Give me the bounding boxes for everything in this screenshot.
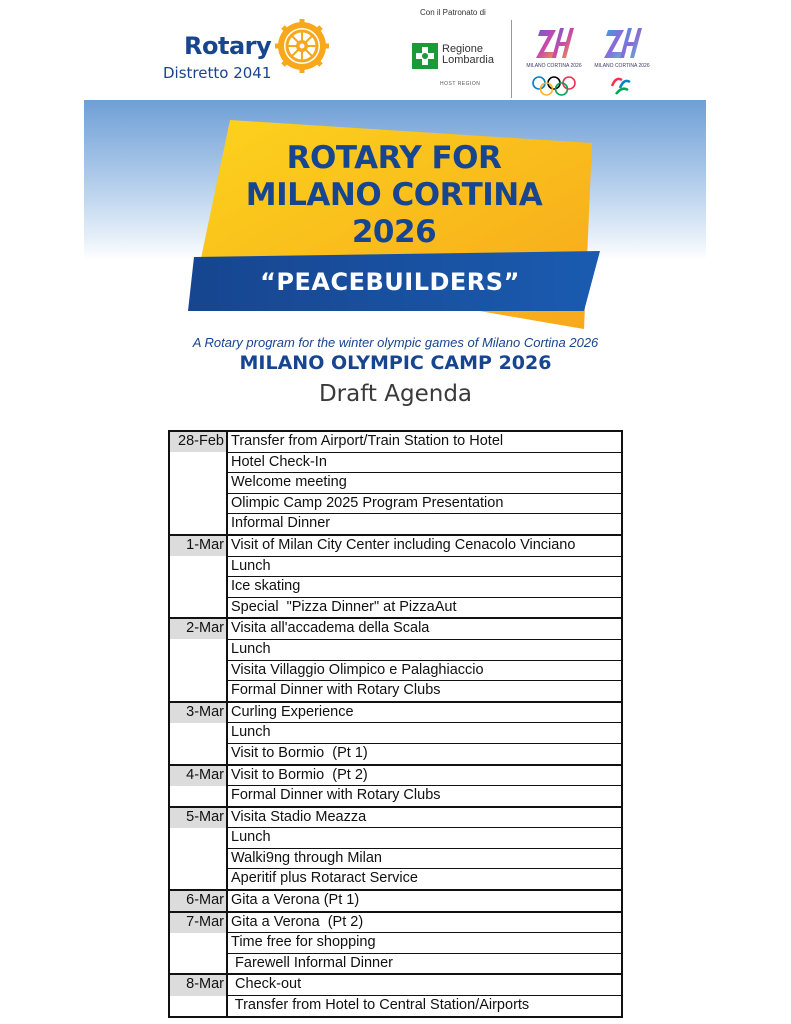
olympic-games-logo xyxy=(522,22,586,102)
banner-subtitle: “PEACEBUILDERS” xyxy=(260,268,520,296)
olympic-rings-icon xyxy=(522,74,586,98)
agenda-date xyxy=(169,848,227,869)
agenda-date xyxy=(169,639,227,660)
agenda-activity: Visita Villaggio Olimpico e Palaghiaccio xyxy=(227,660,622,681)
agenda-date: 8-Mar xyxy=(169,974,227,995)
rotary-wordmark: Rotary xyxy=(184,32,272,60)
agenda-date: 4-Mar xyxy=(169,765,227,786)
agenda-row xyxy=(169,974,622,995)
agenda-date xyxy=(169,723,227,744)
olympic-caption: MILANO CORTINA 2026 xyxy=(526,63,582,69)
agenda-row xyxy=(169,452,622,473)
agenda-activity: Lunch xyxy=(227,556,622,577)
agenda-activity: Check-out xyxy=(227,974,622,995)
agenda-date xyxy=(169,473,227,494)
agenda-date xyxy=(169,452,227,473)
agenda-date: 28-Feb xyxy=(169,431,227,452)
agenda-date xyxy=(169,786,227,807)
agenda-activity: Special "Pizza Dinner" at PizzaAut xyxy=(227,597,622,618)
agenda-date xyxy=(169,597,227,618)
agenda-row xyxy=(169,953,622,974)
rotary-logo xyxy=(160,18,340,88)
program-tagline: A Rotary program for the winter olympic games of Milano Cortina 2026 xyxy=(192,335,599,350)
agenda-date: 5-Mar xyxy=(169,807,227,828)
agenda-row xyxy=(169,933,622,954)
agenda-row xyxy=(169,702,622,723)
banner-title-line: MILANO CORTINA xyxy=(245,177,543,213)
agenda-date xyxy=(169,996,227,1017)
agenda-activity: Ice skating xyxy=(227,577,622,598)
agenda-date xyxy=(169,681,227,702)
rotary-district: Distretto 2041 xyxy=(163,64,272,82)
agenda-row xyxy=(169,723,622,744)
agenda-date xyxy=(169,953,227,974)
agenda-row xyxy=(169,514,622,535)
agenda-date xyxy=(169,933,227,954)
agenda-row xyxy=(169,848,622,869)
agenda-activity: Hotel Check-In xyxy=(227,452,622,473)
agenda-row xyxy=(169,828,622,849)
agenda-activity: Visita all'accadema della Scala xyxy=(227,618,622,639)
agitos-icon xyxy=(590,74,654,98)
agenda-row xyxy=(169,765,622,786)
regione-lombardia-name: Regione Lombardia xyxy=(442,43,494,66)
agenda-row xyxy=(169,556,622,577)
logo-divider xyxy=(511,20,512,98)
agenda-date xyxy=(169,743,227,764)
agenda-activity: Transfer from Airport/Train Station to Hotel xyxy=(227,431,622,452)
agenda-activity: Aperitif plus Rotaract Service xyxy=(227,869,622,890)
host-region-label: HOST REGION xyxy=(440,81,481,87)
agenda-activity: Transfer from Hotel to Central Station/Airports xyxy=(227,996,622,1017)
agenda-activity: Gita a Verona (Pt 1) xyxy=(227,890,622,912)
paralympic-games-logo xyxy=(590,22,654,102)
agenda-activity: Lunch xyxy=(227,723,622,744)
agenda-row xyxy=(169,786,622,807)
agenda-row xyxy=(169,681,622,702)
agenda-row xyxy=(169,743,622,764)
agenda-activity: Visita Stadio Meazza xyxy=(227,807,622,828)
banner-title-line: ROTARY FOR xyxy=(286,140,502,176)
agenda-row xyxy=(169,577,622,598)
agenda-activity: Visit of Milan City Center including Cenacolo Vinciano xyxy=(227,535,622,556)
agenda-activity: Informal Dinner xyxy=(227,514,622,535)
agenda-date xyxy=(169,660,227,681)
agenda-activity: Formal Dinner with Rotary Clubs xyxy=(227,681,622,702)
draft-agenda-title: Draft Agenda xyxy=(318,381,473,407)
agenda-activity: Visit to Bormio (Pt 2) xyxy=(227,765,622,786)
agenda-date xyxy=(169,493,227,514)
agenda-row xyxy=(169,660,622,681)
agenda-date: 1-Mar xyxy=(169,535,227,556)
agenda-activity: Welcome meeting xyxy=(227,473,622,494)
rotary-wheel-icon xyxy=(274,18,330,74)
agenda-activity: Gita a Verona (Pt 2) xyxy=(227,912,622,933)
agenda-row xyxy=(169,890,622,912)
agenda-date xyxy=(169,514,227,535)
agenda-date xyxy=(169,577,227,598)
agenda-activity: Lunch xyxy=(227,639,622,660)
agenda-row xyxy=(169,618,622,639)
agenda-activity: Time free for shopping xyxy=(227,933,622,954)
agenda-date: 7-Mar xyxy=(169,912,227,933)
banner-title xyxy=(216,140,572,251)
agenda-date xyxy=(169,869,227,890)
agenda-row xyxy=(169,597,622,618)
agenda-row xyxy=(169,996,622,1017)
agenda-row xyxy=(169,912,622,933)
agenda-date xyxy=(169,556,227,577)
patronato-label: Con il Patronato di xyxy=(420,8,486,17)
paralympic-caption: MILANO CORTINA 2026 xyxy=(594,63,650,69)
camp-title: MILANO OLYMPIC CAMP 2026 xyxy=(239,352,552,374)
agenda-date: 6-Mar xyxy=(169,890,227,912)
banner-title-line: 2026 xyxy=(351,214,437,250)
agenda-row xyxy=(169,639,622,660)
agenda-row xyxy=(169,869,622,890)
agenda-row xyxy=(169,431,622,452)
paralympic-emblem-icon xyxy=(590,22,654,62)
agenda-row xyxy=(169,493,622,514)
agenda-activity: Olimpic Camp 2025 Program Presentation xyxy=(227,493,622,514)
agenda-row xyxy=(169,807,622,828)
agenda-date xyxy=(169,828,227,849)
agenda-activity: Visit to Bormio (Pt 1) xyxy=(227,743,622,764)
agenda-date: 2-Mar xyxy=(169,618,227,639)
agenda-activity: Walki9ng through Milan xyxy=(227,848,622,869)
agenda-activity: Lunch xyxy=(227,828,622,849)
agenda-date: 3-Mar xyxy=(169,702,227,723)
agenda-row xyxy=(169,473,622,494)
regione-lombardia-logo-icon xyxy=(412,43,438,69)
agenda-activity: Farewell Informal Dinner xyxy=(227,953,622,974)
agenda-table xyxy=(168,430,623,1018)
olympic-emblem-icon xyxy=(522,22,586,62)
agenda-activity: Formal Dinner with Rotary Clubs xyxy=(227,786,622,807)
agenda-row xyxy=(169,535,622,556)
agenda-activity: Curling Experience xyxy=(227,702,622,723)
